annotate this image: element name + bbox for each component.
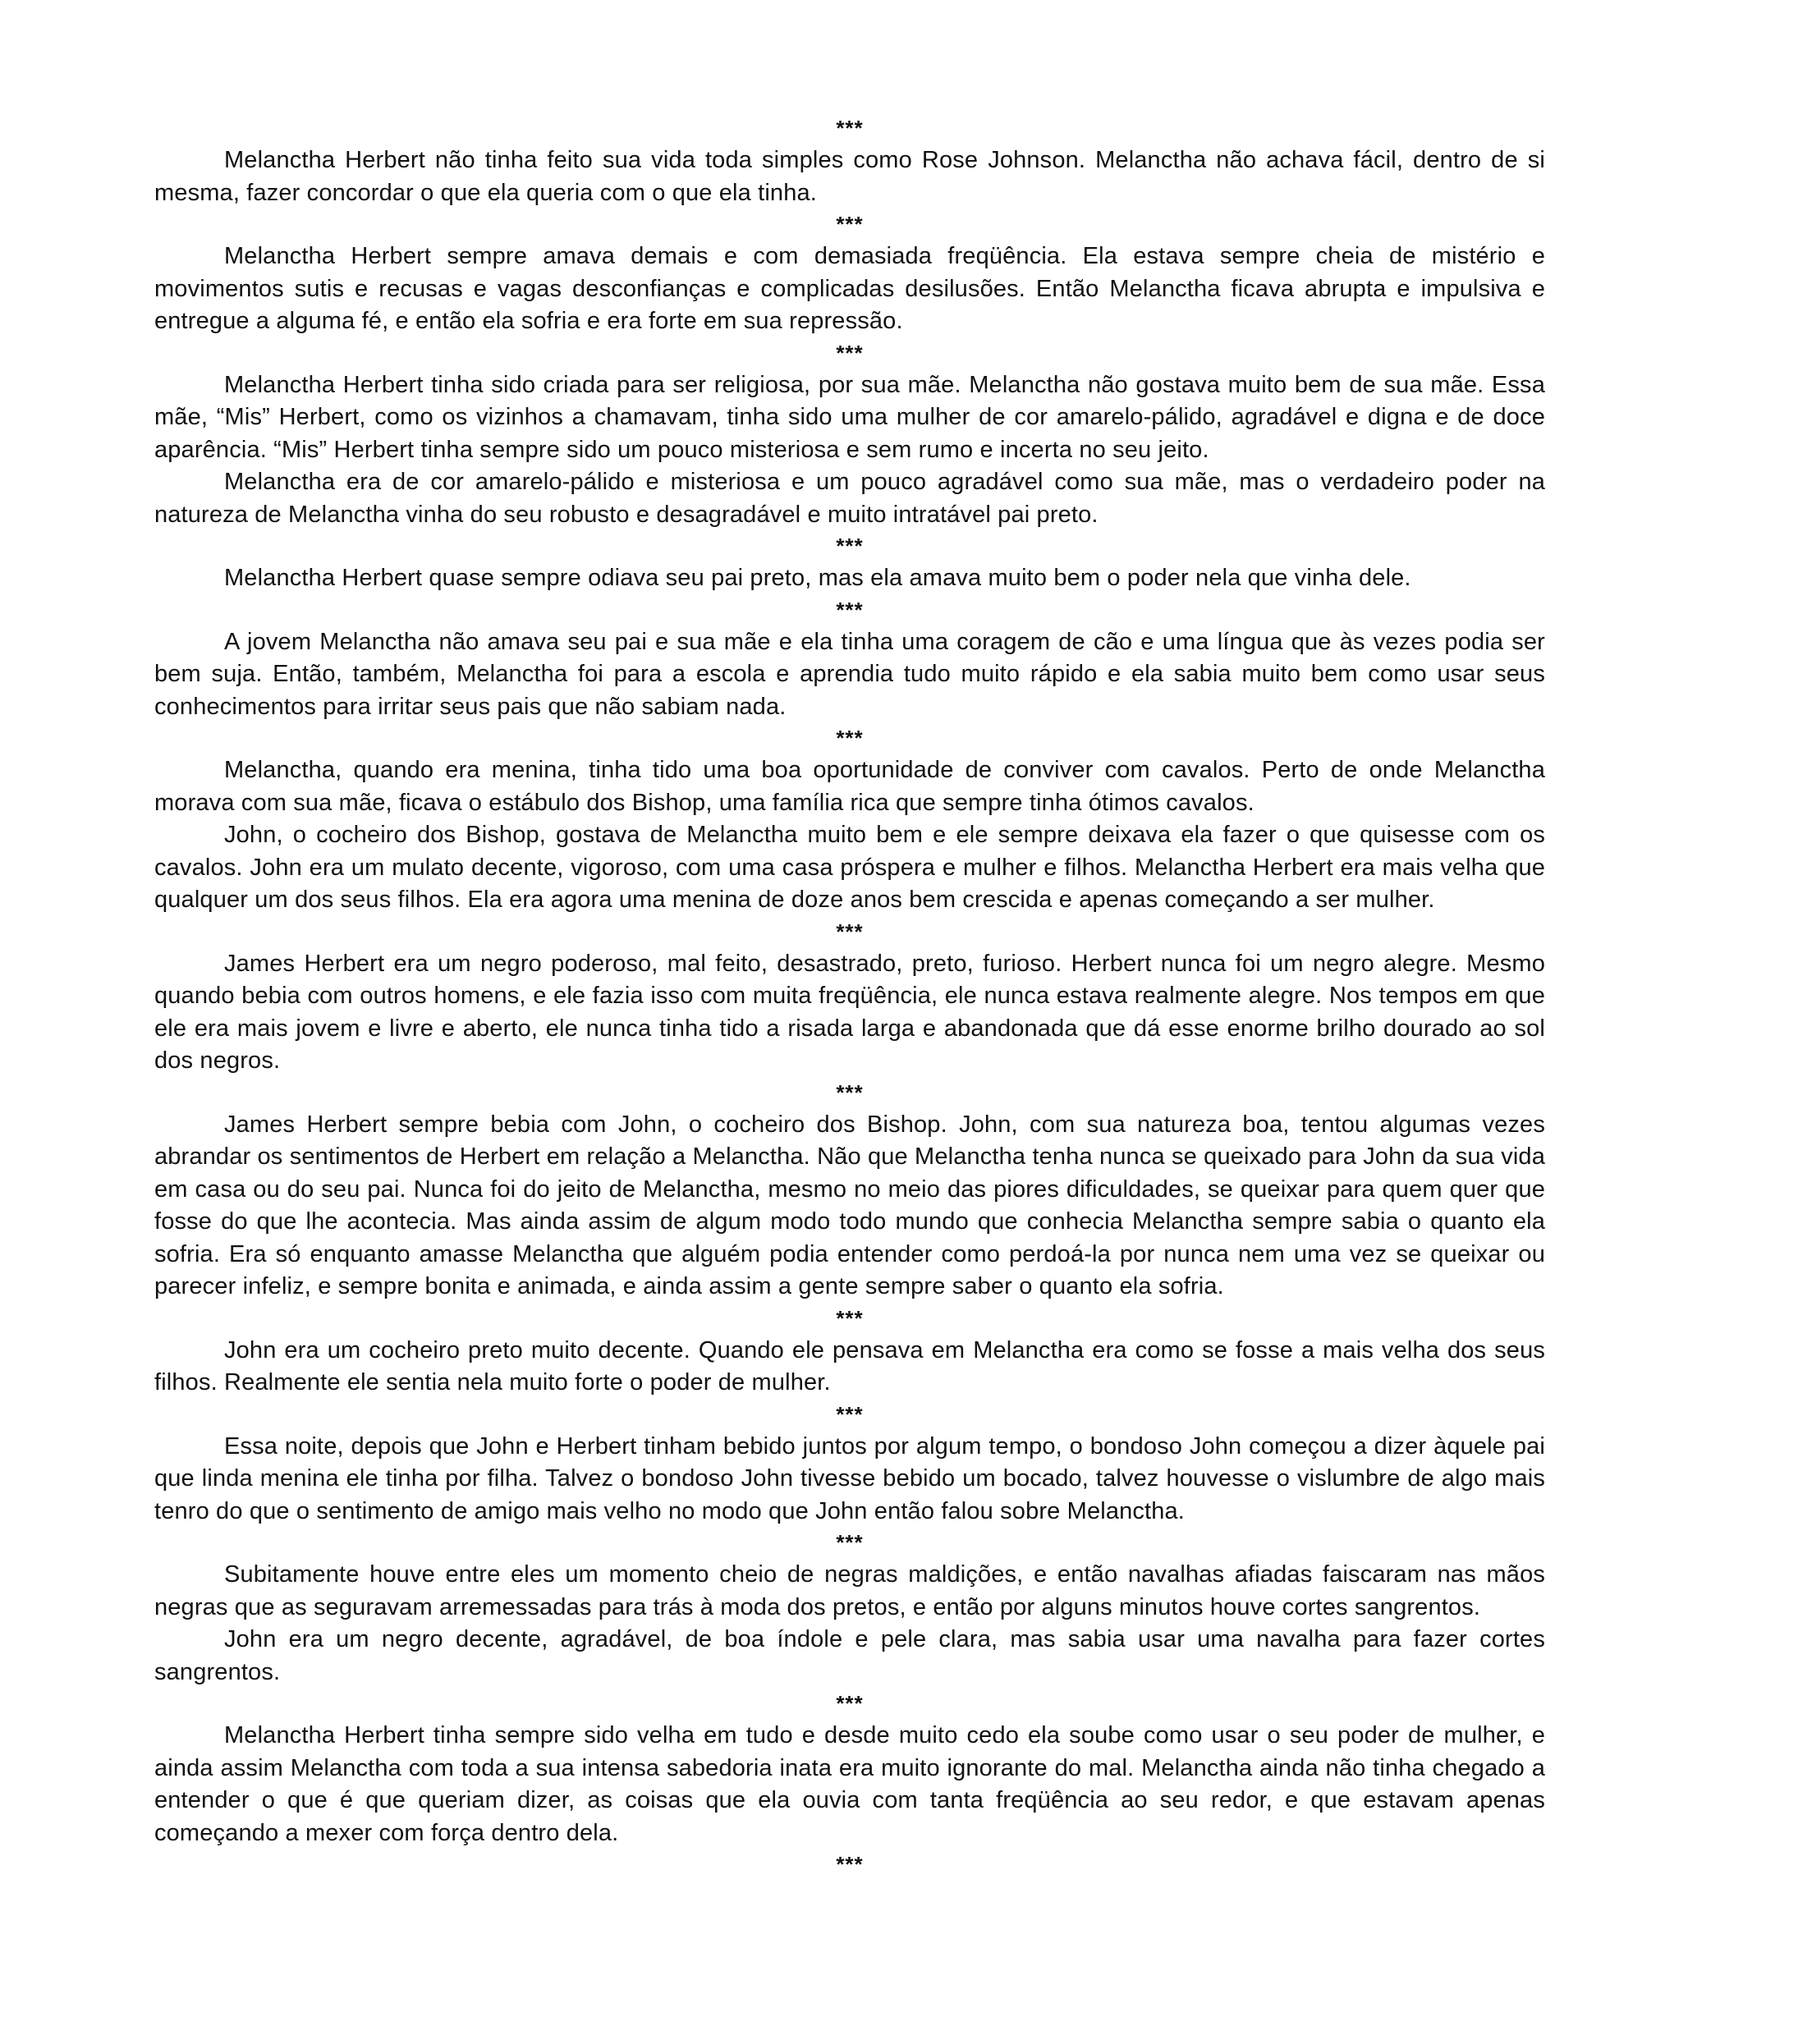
section-9 — [154, 1335, 1545, 1400]
document-page — [154, 113, 1545, 2001]
paragraph: Melanctha Herbert não tinha feito sua vida toda simples como Rose Johnson. Melanctha não achava fácil, dentro de si mesma, fazer concordar o que ela queria com o que ela tinha. — [154, 147, 1545, 206]
section-separator: *** — [836, 1530, 864, 1555]
section-1 — [154, 144, 1545, 209]
section-2 — [154, 241, 1545, 338]
paragraph: Melanctha Herbert tinha sido criada para ser religiosa, por sua mãe. Melanctha não gostava muito bem de sua mãe. Essa mãe, “Mis” Herbert, como os vizinhos a chamavam, tinha sido uma mulher de cor amarelo-pálido, agradável e digna e de doce aparência. “Mis” Herbert tinha sempre sido um pouco misteriosa e sem rumo e incerta no seu jeito. — [154, 371, 1545, 463]
paragraph: Essa noite, depois que John e Herbert tinham bebido juntos por algum tempo, o bondoso John começou a dizer àquele pai que linda menina ele tinha por filha. Talvez o bondoso John tivesse bebido um bocado, talvez houvesse o vislumbre de algo mais tenro do que o sentimento de amigo mais velho no modo que John então falou sobre Melanctha. — [154, 1432, 1545, 1524]
paragraph: A jovem Melanctha não amava seu pai e sua mãe e ela tinha uma coragem de cão e uma língua que às vezes podia ser bem suja. Então, também, Melanctha foi para a escola e aprendia tudo muito rápido e ela sabia muito bem como usar seus conhecimentos para irritar seus pais que não sabiam nada. — [154, 628, 1545, 720]
section-separator: *** — [836, 1305, 864, 1331]
paragraph: Melanctha Herbert tinha sempre sido velha em tudo e desde muito cedo ela soube como usar o seu poder de mulher, e ainda assim Melanctha com toda a sua intensa sabedoria inata era muito ignorante do mal. Melanctha ainda não tinha chegado a entender o que é que queriam dizer, as coisas que ela ouvia com tanta freqüência ao seu redor, e que estavam apenas começando a mexer com força dentro dela. — [154, 1722, 1545, 1846]
section-3 — [154, 369, 1545, 532]
paragraph: Melanctha Herbert quase sempre odiava seu pai preto, mas ela amava muito bem o poder nela que vinha dele. — [224, 565, 1411, 591]
section-separator: *** — [836, 1852, 864, 1877]
section-separator: *** — [836, 534, 864, 558]
section-separator: *** — [836, 1401, 864, 1427]
section-separator: *** — [836, 1691, 864, 1716]
section-5 — [154, 626, 1545, 724]
section-separator: *** — [836, 212, 864, 236]
section-separator: *** — [836, 919, 864, 944]
section-6 — [154, 754, 1545, 917]
section-separator: *** — [836, 726, 864, 750]
section-11 — [154, 1559, 1545, 1689]
paragraph: John era um cocheiro preto muito decente. Quando ele pensava em Melanctha era como se fosse a mais velha dos seus filhos. Realmente ele sentia nela muito forte o poder de mulher. — [154, 1336, 1545, 1396]
section-10 — [154, 1431, 1545, 1528]
section-4 — [154, 562, 1545, 595]
paragraph: Melanctha era de cor amarelo-pálido e misteriosa e um pouco agradável como sua mãe, mas o verdadeiro poder na natureza de Melanctha vinha do seu robusto e desagradável e muito intratável pai preto. — [154, 469, 1545, 528]
paragraph: Melanctha Herbert sempre amava demais e com demasiada freqüência. Ela estava sempre cheia de mistério e movimentos sutis e recusas e vagas desconfianças e complicadas desilusões. Então Melanctha ficava abrupta e impulsiva e entregue a alguma fé, e então ela sofria e era forte em sua repressão. — [154, 243, 1545, 334]
paragraph: John era um negro decente, agradável, de boa índole e pele clara, mas sabia usar uma navalha para fazer cortes sangrentos. — [154, 1626, 1545, 1685]
section-7 — [154, 948, 1545, 1078]
section-8 — [154, 1109, 1545, 1304]
section-separator: *** — [836, 1079, 864, 1105]
paragraph: Subitamente houve entre eles um momento cheio de negras maldições, e então navalhas afiadas faiscaram nas mãos negras que as seguravam arremessadas para trás à moda dos pretos, e então por alguns minutos houve cortes sangrentos. — [154, 1561, 1545, 1620]
paragraph: Melanctha, quando era menina, tinha tido uma boa oportunidade de conviver com cavalos. Perto de onde Melanctha morava com sua mãe, ficava o estábulo dos Bishop, uma família rica que sempre tinha ótimos cavalos. — [154, 757, 1545, 816]
paragraph: James Herbert sempre bebia com John, o cocheiro dos Bishop. John, com sua natureza boa, tentou algumas vezes abrandar os sentimentos de Herbert em relação a Melanctha. Não que Melanctha tenha nunca se queixado para John da sua vida em casa ou do seu pai. Nunca foi do jeito de Melanctha, mesmo no meio das piores dificuldades, se queixar para quem quer que fosse do que lhe acontecia. Mas ainda assim de algum modo todo mundo que conhecia Melanctha sempre sabia o quanto ela sofria. Era só enquanto amasse Melanctha que alguém podia entender como perdoá-la por nunca nem uma vez se queixar ou parecer infeliz, e sempre bonita e animada, e ainda assim a gente sempre saber o quanto ela sofria. — [154, 1111, 1545, 1299]
paragraph: John, o cocheiro dos Bishop, gostava de Melanctha muito bem e ele sempre deixava ela fazer o que quisesse com os cavalos. John era um mulato decente, vigoroso, com uma casa próspera e mulher e filhos. Melanctha Herbert era mais velha que qualquer um dos seus filhos. Ela era agora uma menina de doze anos bem crescida e apenas começando a ser mulher. — [154, 822, 1545, 913]
paragraph: James Herbert era um negro poderoso, mal feito, desastrado, preto, furioso. Herbert nunca foi um negro alegre. Mesmo quando bebia com outros homens, e ele fazia isso com muita freqüência, ele nunca estava realmente alegre. Nos tempos em que ele era mais jovem e livre e aberto, ele nunca tinha tido a risada larga e abandonada que dá esse enorme brilho dourado ao sol dos negros. — [154, 950, 1545, 1074]
section-separator: *** — [836, 340, 864, 365]
section-separator: *** — [836, 597, 864, 622]
section-12 — [154, 1720, 1545, 1849]
section-separator: *** — [836, 116, 864, 140]
